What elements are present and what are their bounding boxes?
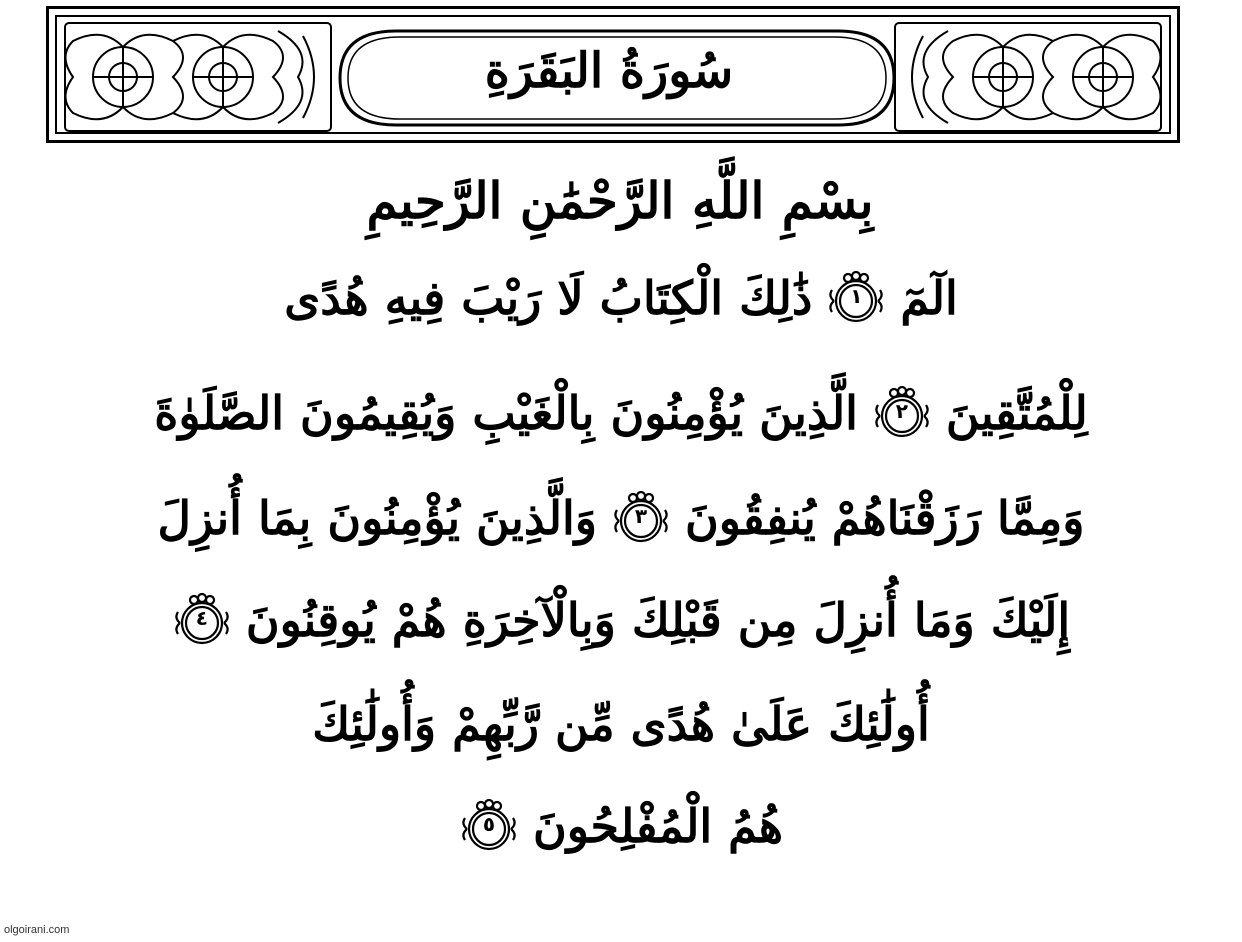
verse-text: وَمِمَّا رَزَقْنَاهُمْ يُنفِقُونَ [685,491,1085,545]
verse-text: هُمُ الْمُفْلِحُونَ [533,799,784,853]
verse-text: الٓمٓ [900,271,958,325]
verse-line [40,373,1202,453]
ayah-end-marker-icon [826,268,886,328]
verse-text: ذَٰلِكَ الْكِتَابُ لَا رَيْبَ فِيهِ هُدًى [284,271,813,325]
ayah-end-marker-icon [611,488,671,548]
verse-line [40,258,1202,338]
verse-text: وَالَّذِينَ يُؤْمِنُونَ بِمَا أُنزِلَ [157,491,597,545]
ayah-number: ٤ [195,606,208,630]
arabesque-ornament-left-icon [63,21,333,133]
verse-line [40,478,1202,558]
verse-line [40,786,1202,866]
ayah-number: ٢ [895,399,908,423]
ayah-end-marker-icon [872,383,932,443]
ayah-number: ٣ [634,504,648,528]
footer-credit: olgoirani.com [4,924,70,936]
arabesque-ornament-right-icon [893,21,1163,133]
verse-line [40,684,1202,764]
surah-title: سُورَةُ البَقَرَةِ [484,43,734,99]
surah-header-frame [46,6,1180,143]
ayah-number: ١ [850,284,863,308]
verse-text: لِلْمُتَّقِينَ [945,386,1088,440]
verse-text: الَّذِينَ يُؤْمِنُونَ بِالْغَيْبِ وَيُقِيمُونَ الصَّلَوٰةَ [154,386,858,440]
verse-text: إِلَيْكَ وَمَا أُنزِلَ مِن قَبْلِكَ وَبِالْآخِرَةِ هُمْ يُوقِنُونَ [245,593,1071,647]
basmala: بِسْمِ اللَّهِ الرَّحْمَٰنِ الرَّحِيمِ [366,170,874,230]
verse-text: أُولَٰئِكَ عَلَىٰ هُدًى مِّن رَّبِّهِمْ وَأُولَٰئِكَ [312,697,930,751]
ayah-number: ٥ [482,812,496,836]
verse-line [40,580,1202,660]
ayah-end-marker-icon [459,796,519,856]
ayah-end-marker-icon [172,590,232,650]
